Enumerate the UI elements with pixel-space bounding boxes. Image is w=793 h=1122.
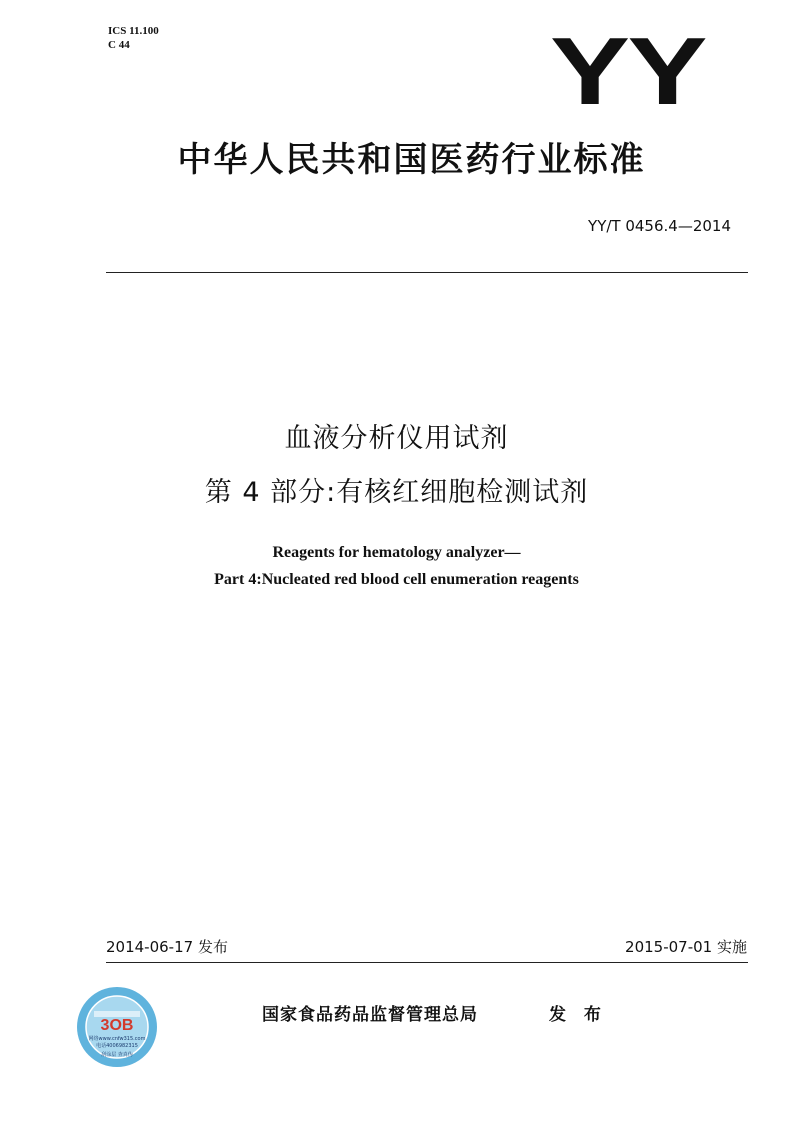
document-title-en-line2: Part 4:Nucleated red blood cell enumeration reagents [214, 571, 579, 588]
ics-code: ICS 11.100 [108, 25, 159, 37]
bottom-divider [106, 962, 748, 963]
publisher-name: 国家食品药品监督管理总局 [262, 1005, 478, 1025]
anti-counterfeit-seal-icon [76, 986, 158, 1068]
seal-phone: 电话4006982315 [96, 1043, 138, 1049]
standard-number: YY/T 0456.4—2014 [588, 217, 731, 235]
seal-logo-text: 3OB [100, 1017, 134, 1034]
ccs-code: C 44 [108, 39, 130, 51]
issue-date: 2014-06-17 发布 [106, 938, 228, 956]
standard-title: 中华人民共和国医药行业标准 [177, 140, 646, 180]
top-divider [106, 272, 748, 273]
seal-url: 网络www.cnfw315.com [88, 1036, 146, 1042]
document-title-cn-line2: 第 4 部分:有核红细胞检测试剂 [204, 477, 589, 508]
document-title-cn-line1: 血液分析仪用试剂 [284, 423, 509, 454]
yy-logo: YY [549, 18, 705, 125]
seal-note: 刮涂层 查真伪 [101, 1052, 133, 1058]
implementation-date: 2015-07-01 实施 [625, 938, 747, 956]
document-title-en-line1: Reagents for hematology analyzer— [272, 544, 521, 561]
publish-label: 发 布 [549, 1005, 607, 1025]
